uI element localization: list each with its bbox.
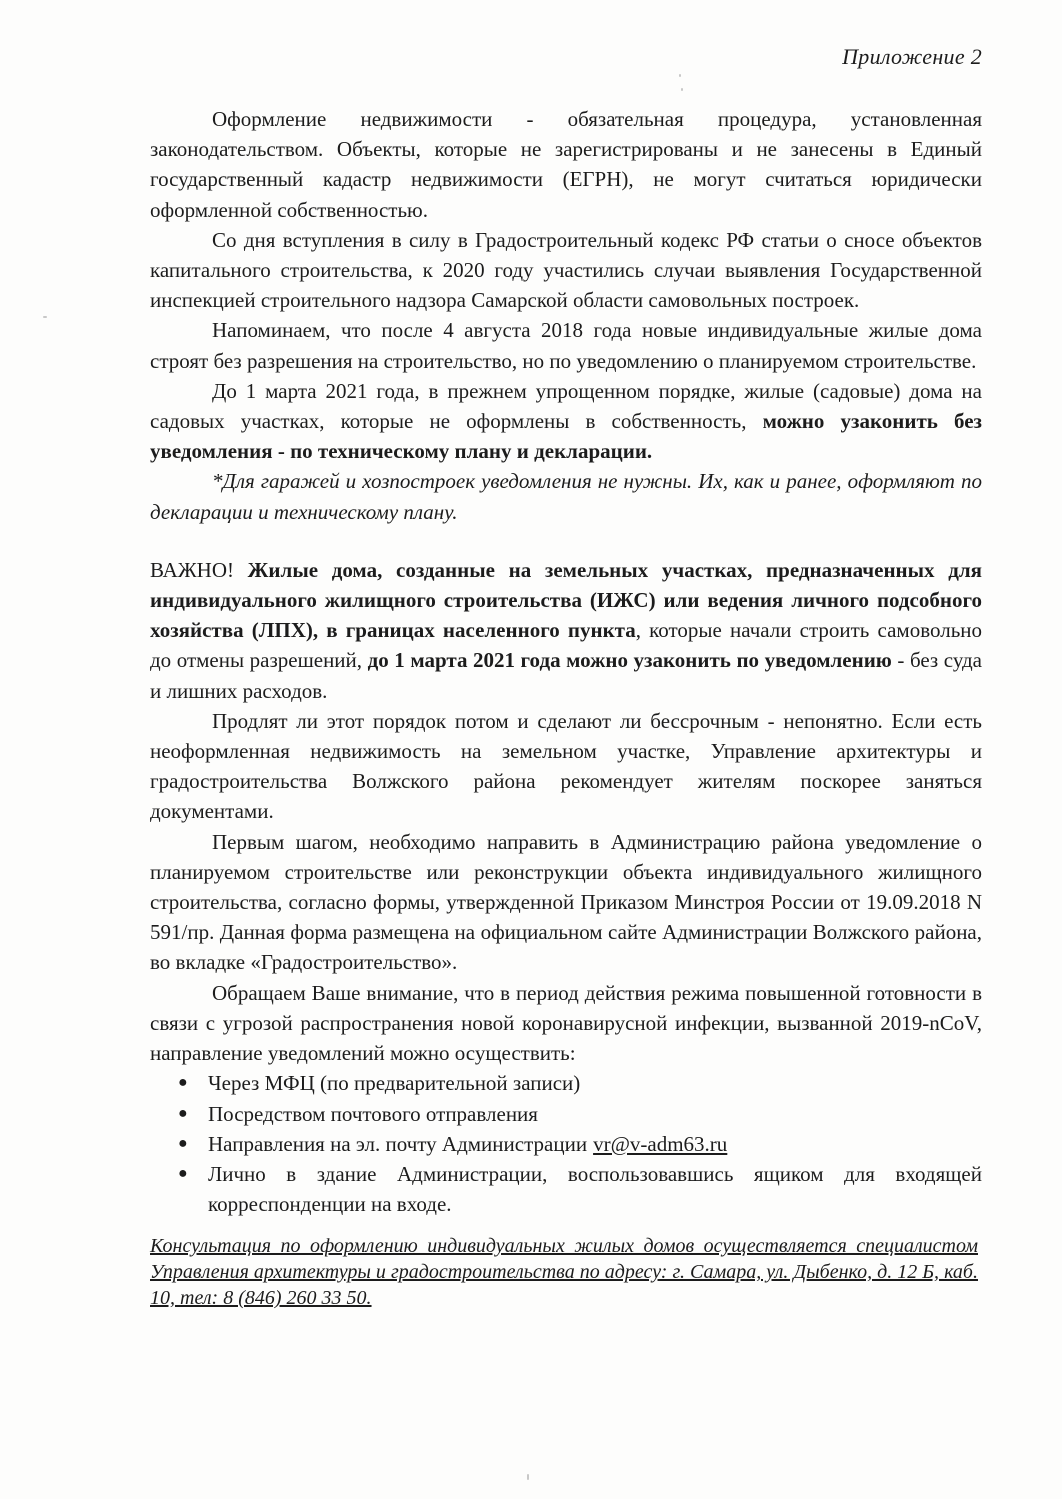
paragraph-reminder: Напоминаем, что после 4 августа 2018 года новые индивидуальные жилые дома строят без разрешения на строительство, но по уведомлению о планируемом строительстве. (150, 318, 982, 373)
method-mfc: Через МФЦ (по предварительной записи) (208, 1071, 581, 1096)
paragraph-demolition-article: Со дня вступления в силу в Градостроительный кодекс РФ статьи о сносе объектов капитального строительства, к 2020 году участились случаи выявления Государственной инспекцией строительного надзора Самарской области самовольных построек. (150, 227, 982, 313)
consultation-note: Консультация по оформлению индивидуальных жилых домов осуществляется специалистом Управления архитектуры и градостроительства по адресу: г. Самара, ул. Дыбенко, д. 12 Б, каб. 10, тел: 8 (846) 260 33 50. (150, 1235, 978, 1310)
bullet-icon: ● (178, 1134, 188, 1152)
scan-speck (43, 316, 47, 318)
document-body (150, 104, 982, 1311)
important-bold-1: Жилые дома, созданные на земельных участках, предназначенных для индивидуального жилищного строительства (ИЖС) или ведения личного подсобного хозяйства (ЛПХ), в границах населенного пункта (150, 557, 982, 643)
bullet-icon: ● (178, 1164, 188, 1182)
submission-methods-list (150, 1068, 982, 1219)
important-bold-2: до 1 марта 2021 года можно узаконить по уведомлению (367, 648, 892, 673)
paragraph-garages-note: *Для гаражей и хозпостроек уведомления не нужны. Их, как и ранее, оформляют по декларации и техническому плану. (150, 469, 982, 524)
spacer (150, 527, 982, 555)
scan-speck (679, 74, 681, 77)
important-text-2: - без суда и лишних расходов. (150, 648, 983, 703)
email-link[interactable]: vr@v-adm63.ru (593, 1131, 728, 1156)
scan-speck (527, 1474, 529, 1480)
important-text-1: , которые начали строить самовольно до отмены разрешений, (150, 618, 983, 673)
paragraph-important (150, 555, 982, 706)
paragraph-garden-houses (150, 376, 982, 467)
garden-houses-text: До 1 марта 2021 года, в прежнем упрощенном порядке, жилые (садовые) дома на садовых участках, которые не оформлены в собственность, (150, 378, 982, 434)
paragraph-first-step: Первым шагом, необходимо направить в Администрацию района уведомление о планируемом строительстве или реконструкции объекта индивидуального жилищного строительства, согласно формы, утвержденной Приказом Минстроя России от 19.09.2018 N 591/пр. Данная форма размещена на официальном сайте Администрации Волжского района, во вкладке «Градостроительство». (150, 829, 982, 975)
method-email: Направления на эл. почту Администрации (208, 1131, 588, 1156)
list-item (178, 1159, 982, 1219)
list-item (178, 1068, 982, 1098)
paragraph-registration: Оформление недвижимости - обязательная процедура, установленная законодательством. Объекты, которые не зарегистрированы и не занесены в Единый государственный кадастр недвижимости (ЕГРН), не могут считаться юридически оформленной собственностью. (150, 107, 982, 222)
bullet-icon: ● (178, 1074, 188, 1092)
paragraph-extension: Продлят ли этот порядок потом и сделают ли бессрочным - непонятно. Если есть неоформленная недвижимость на земельном участке, Управление архитектуры и градостроительства Волжского района рекомендует жителям поскорее заняться документами. (150, 708, 982, 824)
list-item (178, 1129, 982, 1159)
paragraph-covid-notice: Обращаем Ваше внимание, что в период действия режима повышенной готовности в связи с угрозой распространения новой коронавирусной инфекции, вызванной 2019-nCoV, направление уведомлений можно осуществить: (150, 980, 982, 1066)
garden-houses-bold: можно узаконить без уведомления - по техническому плану и декларации. (150, 409, 982, 464)
list-item (178, 1099, 982, 1129)
scan-speck (681, 88, 683, 91)
bullet-icon: ● (178, 1104, 188, 1122)
important-lead: ВАЖНО! (150, 557, 248, 582)
method-in-person: Лично в здание Администрации, воспользовавшись ящиком для входящей корреспонденции на входе. (208, 1161, 982, 1217)
method-post: Посредством почтового отправления (208, 1101, 538, 1126)
appendix-label: Приложение 2 (842, 44, 982, 69)
